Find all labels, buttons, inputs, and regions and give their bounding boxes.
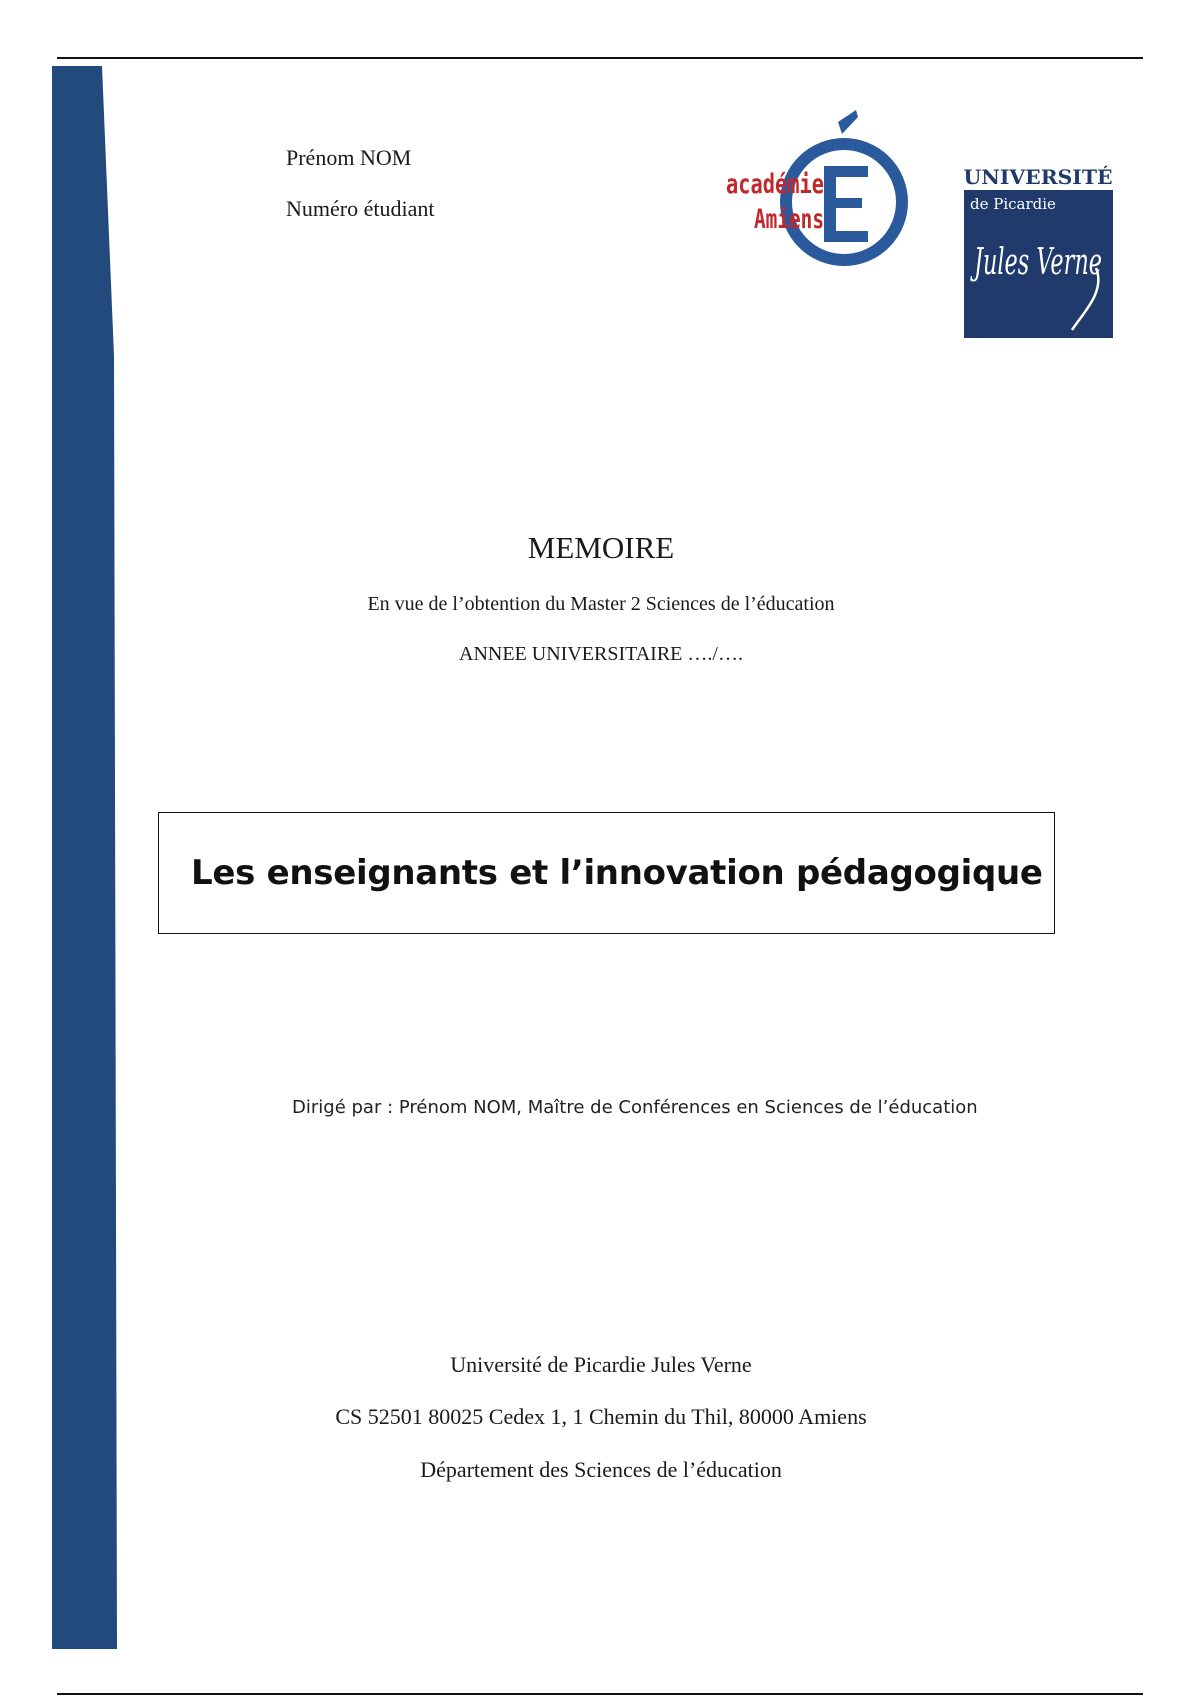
university-name: Université de Picardie Jules Verne — [450, 1352, 752, 1377]
document-subtitle: En vue de l’obtention du Master 2 Sciences de l’éducation — [367, 593, 835, 615]
title-box — [158, 812, 1055, 934]
student-number: Numéro étudiant — [286, 196, 435, 221]
document-title: Les enseignants et l’innovation pédagogique — [191, 853, 1043, 893]
academic-year: ANNEE UNIVERSITAIRE …./…. — [459, 643, 743, 665]
academie-line1: académie — [726, 169, 824, 200]
upjv-line1: UNIVERSITÉ — [963, 165, 1113, 189]
student-name: Prénom NOM — [286, 145, 412, 170]
department-name: Département des Sciences de l’éducation — [420, 1457, 782, 1482]
director-line: Dirigé par : Prénom NOM, Maître de Conférences en Sciences de l’éducation — [292, 1097, 978, 1118]
upjv-signature: Jules Verne — [969, 242, 1102, 283]
university-address: CS 52501 80025 Cedex 1, 1 Chemin du Thil, 80000 Amiens — [335, 1404, 867, 1429]
bottom-rule — [57, 1693, 1143, 1695]
top-rule — [57, 57, 1143, 59]
academie-amiens-logo — [724, 96, 914, 286]
academie-line2: Amiens — [754, 204, 824, 235]
side-color-band — [52, 66, 117, 1649]
document-type: MEMOIRE — [527, 530, 675, 565]
upjv-line2: de Picardie — [970, 195, 1056, 213]
upjv-logo — [964, 164, 1113, 338]
